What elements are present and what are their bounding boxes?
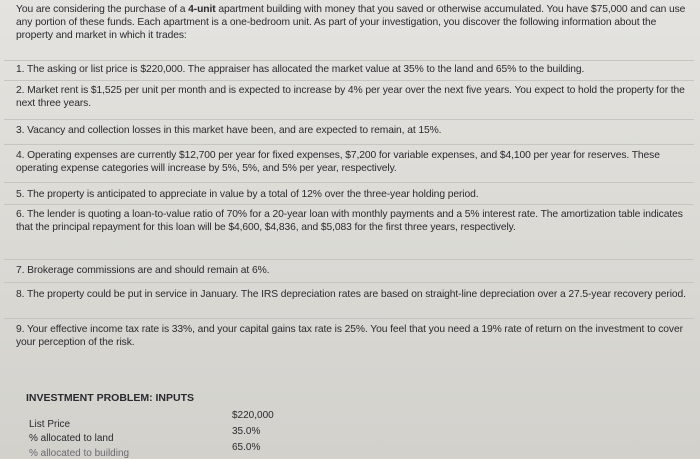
list-item-1: 1. The asking or list price is $220,000. The appraiser has allocated the market value at 35% to the land and 65% to the building.	[16, 64, 585, 75]
input-value-building: 65.0%	[232, 442, 261, 453]
divider	[4, 318, 694, 319]
divider	[4, 259, 694, 260]
list-item-7: 7. Brokerage commissions are and should remain at 6%.	[16, 265, 270, 276]
divider	[4, 282, 694, 283]
divider	[4, 119, 694, 120]
list-item-5: 5. The property is anticipated to appreciate in value by a total of 12% over the three-year holding period.	[16, 189, 479, 200]
divider	[4, 182, 694, 183]
intro-bold-unit: 4-unit	[188, 4, 216, 15]
input-value-list-price: $220,000	[232, 410, 274, 421]
intro-text-start: You are considering the purchase of a	[16, 4, 189, 15]
list-item-9: 9. Your effective income tax rate is 33%, and your capital gains tax rate is 25%. You feel that you need a 19% rate of return on the investment to cover your perception of the risk.	[16, 324, 683, 348]
input-label-land: % allocated to land	[29, 433, 114, 444]
intro-text-end: apartment building with money that you saved or otherwise accumulated. You have $75,000 and can use any portion of these funds. Each apartment is a one-bedroom unit. As part of your investigation, you discover the following information about the property and market in which it trades:	[16, 4, 686, 41]
list-item-8: 8. The property could be put in service in January. The IRS depreciation rates are based on straight-line depreciation over a 27.5-year recovery period.	[16, 289, 686, 300]
divider	[4, 144, 694, 145]
divider	[4, 60, 694, 61]
list-item-4: 4. Operating expenses are currently $12,700 per year for fixed expenses, $7,200 for variable expenses, and $4,100 per year for reserves. These operating expense categories will increase by 5%, 5%, and 5% per year, respectively.	[16, 150, 660, 174]
list-item-6: 6. The lender is quoting a loan-to-value ratio of 70% for a 20-year loan with monthly payments and a 5% interest rate. The amortization table indicates that the principal repayment for this loan will be $4,600, $4,836, and $5,083 for the first three years, respectively.	[16, 209, 683, 233]
inputs-heading: INVESTMENT PROBLEM: INPUTS	[26, 392, 195, 404]
list-item-3: 3. Vacancy and collection losses in this market have been, and are expected to remain, at 15%.	[16, 125, 442, 136]
input-label-list-price: List Price	[29, 419, 71, 430]
input-label-building: % allocated to building	[29, 448, 130, 459]
list-item-2: 2. Market rent is $1,525 per unit per month and is expected to increase by 4% per year over the next five years. You expect to hold the property for the next three years.	[16, 85, 685, 109]
input-value-land: 35.0%	[232, 426, 261, 437]
divider	[4, 80, 694, 81]
divider	[4, 204, 694, 205]
intro-paragraph	[16, 3, 688, 42]
